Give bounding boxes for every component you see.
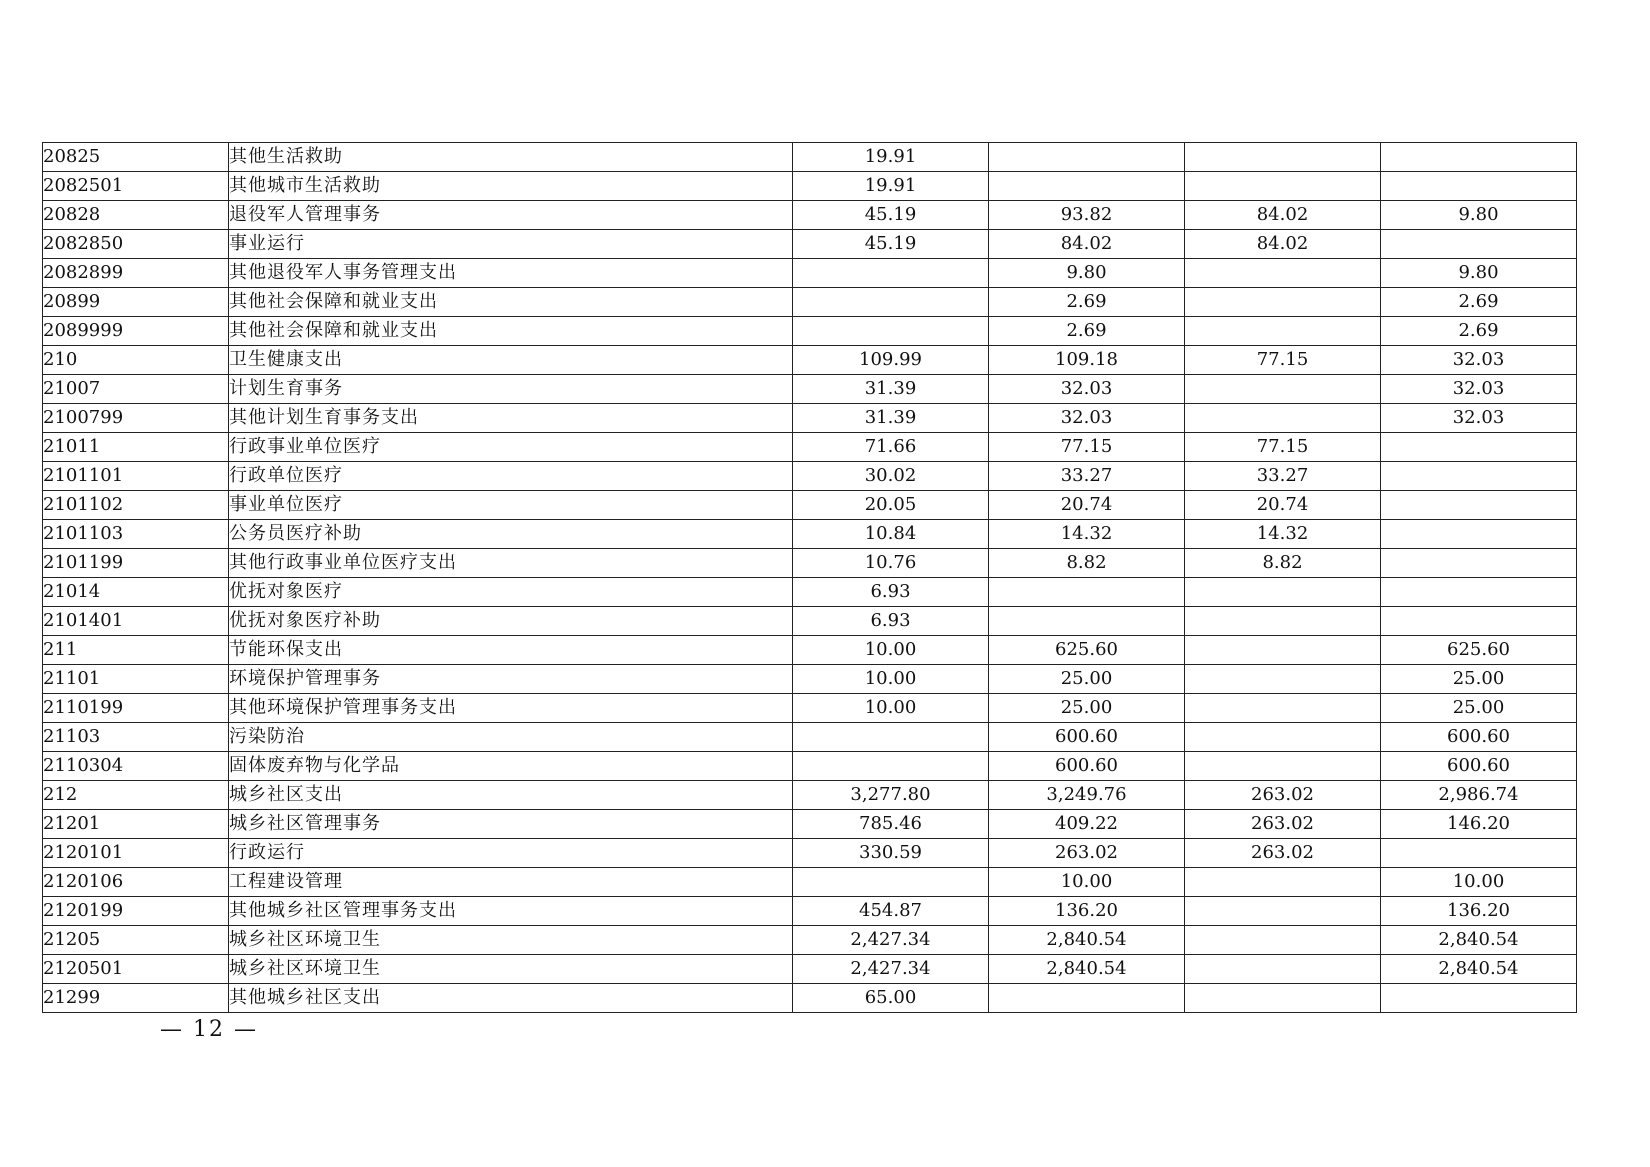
table-row	[43, 230, 1577, 259]
amount-cell	[1185, 984, 1381, 1013]
amount-cell: 77.15	[989, 433, 1185, 462]
account-name-cell: 其他城乡社区支出	[229, 984, 793, 1013]
account-name-cell: 城乡社区环境卫生	[229, 955, 793, 984]
amount-cell: 3,249.76	[989, 781, 1185, 810]
amount-cell: 25.00	[1381, 665, 1577, 694]
amount-cell	[1185, 665, 1381, 694]
amount-cell: 84.02	[989, 230, 1185, 259]
amount-cell	[1381, 549, 1577, 578]
account-name-cell: 其他环境保护管理事务支出	[229, 694, 793, 723]
amount-cell	[793, 288, 989, 317]
amount-cell: 6.93	[793, 607, 989, 636]
amount-cell	[793, 868, 989, 897]
amount-cell: 32.03	[989, 404, 1185, 433]
table-body	[43, 143, 1577, 1013]
account-code-cell: 21014	[43, 578, 229, 607]
amount-cell: 10.00	[793, 694, 989, 723]
account-name-cell: 城乡社区环境卫生	[229, 926, 793, 955]
account-name-cell: 其他城市生活救助	[229, 172, 793, 201]
amount-cell	[1185, 694, 1381, 723]
table-row	[43, 288, 1577, 317]
account-name-cell: 优抚对象医疗补助	[229, 607, 793, 636]
account-name-cell: 污染防治	[229, 723, 793, 752]
amount-cell: 10.84	[793, 520, 989, 549]
amount-cell	[1381, 462, 1577, 491]
page-number: — 12 —	[160, 1017, 258, 1042]
amount-cell: 8.82	[989, 549, 1185, 578]
account-code-cell: 2101103	[43, 520, 229, 549]
account-code-cell: 2101401	[43, 607, 229, 636]
account-code-cell: 21103	[43, 723, 229, 752]
amount-cell	[793, 723, 989, 752]
account-name-cell: 城乡社区管理事务	[229, 810, 793, 839]
amount-cell: 20.05	[793, 491, 989, 520]
account-code-cell: 2120101	[43, 839, 229, 868]
account-name-cell: 卫生健康支出	[229, 346, 793, 375]
amount-cell: 9.80	[989, 259, 1185, 288]
amount-cell	[1185, 897, 1381, 926]
amount-cell	[1381, 520, 1577, 549]
amount-cell	[1381, 230, 1577, 259]
account-name-cell: 计划生育事务	[229, 375, 793, 404]
account-code-cell: 2101199	[43, 549, 229, 578]
account-code-cell: 21007	[43, 375, 229, 404]
account-code-cell: 2082501	[43, 172, 229, 201]
account-code-cell: 212	[43, 781, 229, 810]
account-code-cell: 20899	[43, 288, 229, 317]
amount-cell: 2.69	[1381, 317, 1577, 346]
table-row	[43, 259, 1577, 288]
amount-cell: 3,277.80	[793, 781, 989, 810]
table-row	[43, 462, 1577, 491]
amount-cell: 32.03	[1381, 346, 1577, 375]
amount-cell: 10.00	[1381, 868, 1577, 897]
account-name-cell: 其他退役军人事务管理支出	[229, 259, 793, 288]
amount-cell: 71.66	[793, 433, 989, 462]
amount-cell: 77.15	[1185, 346, 1381, 375]
table-row	[43, 694, 1577, 723]
table-row	[43, 549, 1577, 578]
account-code-cell: 21011	[43, 433, 229, 462]
account-name-cell: 退役军人管理事务	[229, 201, 793, 230]
amount-cell: 30.02	[793, 462, 989, 491]
amount-cell	[989, 607, 1185, 636]
account-code-cell: 21205	[43, 926, 229, 955]
account-code-cell: 20825	[43, 143, 229, 172]
amount-cell: 2,427.34	[793, 926, 989, 955]
account-name-cell: 优抚对象医疗	[229, 578, 793, 607]
account-name-cell: 公务员医疗补助	[229, 520, 793, 549]
amount-cell: 19.91	[793, 172, 989, 201]
account-name-cell: 行政单位医疗	[229, 462, 793, 491]
amount-cell: 8.82	[1185, 549, 1381, 578]
amount-cell: 93.82	[989, 201, 1185, 230]
amount-cell: 20.74	[989, 491, 1185, 520]
account-code-cell: 2101101	[43, 462, 229, 491]
amount-cell: 33.27	[989, 462, 1185, 491]
amount-cell: 109.99	[793, 346, 989, 375]
table-row	[43, 810, 1577, 839]
account-name-cell: 其他生活救助	[229, 143, 793, 172]
amount-cell: 25.00	[989, 665, 1185, 694]
amount-cell	[1185, 143, 1381, 172]
amount-cell	[1381, 578, 1577, 607]
amount-cell: 45.19	[793, 230, 989, 259]
amount-cell	[1381, 984, 1577, 1013]
amount-cell: 14.32	[1185, 520, 1381, 549]
amount-cell: 84.02	[1185, 201, 1381, 230]
amount-cell	[989, 578, 1185, 607]
account-name-cell: 事业单位医疗	[229, 491, 793, 520]
amount-cell: 2.69	[989, 317, 1185, 346]
amount-cell	[1185, 578, 1381, 607]
account-name-cell: 环境保护管理事务	[229, 665, 793, 694]
table-row	[43, 607, 1577, 636]
table-row	[43, 172, 1577, 201]
amount-cell: 263.02	[1185, 839, 1381, 868]
amount-cell	[989, 984, 1185, 1013]
amount-cell	[1381, 607, 1577, 636]
amount-cell: 10.76	[793, 549, 989, 578]
amount-cell: 9.80	[1381, 201, 1577, 230]
amount-cell: 409.22	[989, 810, 1185, 839]
table-row	[43, 578, 1577, 607]
amount-cell	[1185, 868, 1381, 897]
amount-cell: 33.27	[1185, 462, 1381, 491]
account-name-cell: 工程建设管理	[229, 868, 793, 897]
amount-cell: 2,840.54	[1381, 955, 1577, 984]
table-row	[43, 346, 1577, 375]
account-name-cell: 城乡社区支出	[229, 781, 793, 810]
amount-cell	[1381, 143, 1577, 172]
amount-cell: 32.03	[1381, 404, 1577, 433]
amount-cell	[1381, 839, 1577, 868]
amount-cell	[1185, 375, 1381, 404]
amount-cell: 330.59	[793, 839, 989, 868]
amount-cell	[1185, 752, 1381, 781]
account-code-cell: 20828	[43, 201, 229, 230]
amount-cell	[1381, 433, 1577, 462]
account-name-cell: 行政事业单位医疗	[229, 433, 793, 462]
table-row	[43, 984, 1577, 1013]
amount-cell: 31.39	[793, 375, 989, 404]
table-row	[43, 491, 1577, 520]
account-code-cell: 2110304	[43, 752, 229, 781]
amount-cell: 25.00	[989, 694, 1185, 723]
amount-cell: 2,986.74	[1381, 781, 1577, 810]
table-row	[43, 723, 1577, 752]
amount-cell: 10.00	[793, 636, 989, 665]
amount-cell: 136.20	[989, 897, 1185, 926]
table-row	[43, 955, 1577, 984]
amount-cell	[1185, 955, 1381, 984]
amount-cell	[793, 317, 989, 346]
account-code-cell: 2120501	[43, 955, 229, 984]
amount-cell	[989, 172, 1185, 201]
amount-cell: 2,840.54	[989, 955, 1185, 984]
account-code-cell: 2082850	[43, 230, 229, 259]
amount-cell: 263.02	[1185, 810, 1381, 839]
table-row	[43, 839, 1577, 868]
amount-cell: 2,427.34	[793, 955, 989, 984]
account-name-cell: 固体废弃物与化学品	[229, 752, 793, 781]
amount-cell: 6.93	[793, 578, 989, 607]
amount-cell: 77.15	[1185, 433, 1381, 462]
amount-cell: 2,840.54	[989, 926, 1185, 955]
amount-cell: 600.60	[989, 723, 1185, 752]
amount-cell: 625.60	[1381, 636, 1577, 665]
table-row	[43, 665, 1577, 694]
amount-cell	[1185, 317, 1381, 346]
amount-cell: 146.20	[1381, 810, 1577, 839]
amount-cell: 32.03	[1381, 375, 1577, 404]
amount-cell	[1185, 172, 1381, 201]
amount-cell	[793, 752, 989, 781]
account-name-cell: 其他计划生育事务支出	[229, 404, 793, 433]
table-row	[43, 926, 1577, 955]
amount-cell: 136.20	[1381, 897, 1577, 926]
amount-cell	[1381, 172, 1577, 201]
account-name-cell: 事业运行	[229, 230, 793, 259]
table-row	[43, 520, 1577, 549]
table-row	[43, 781, 1577, 810]
amount-cell: 600.60	[1381, 752, 1577, 781]
amount-cell: 785.46	[793, 810, 989, 839]
amount-cell: 10.00	[793, 665, 989, 694]
amount-cell: 10.00	[989, 868, 1185, 897]
amount-cell	[1185, 926, 1381, 955]
account-name-cell: 其他行政事业单位医疗支出	[229, 549, 793, 578]
amount-cell: 2.69	[1381, 288, 1577, 317]
account-name-cell: 其他社会保障和就业支出	[229, 288, 793, 317]
table-row	[43, 201, 1577, 230]
amount-cell: 9.80	[1381, 259, 1577, 288]
amount-cell: 32.03	[989, 375, 1185, 404]
table-row	[43, 636, 1577, 665]
amount-cell: 263.02	[1185, 781, 1381, 810]
amount-cell	[793, 259, 989, 288]
amount-cell: 25.00	[1381, 694, 1577, 723]
amount-cell: 2,840.54	[1381, 926, 1577, 955]
account-code-cell: 2120106	[43, 868, 229, 897]
account-code-cell: 2100799	[43, 404, 229, 433]
account-name-cell: 行政运行	[229, 839, 793, 868]
amount-cell	[1185, 288, 1381, 317]
account-code-cell: 21201	[43, 810, 229, 839]
table-row	[43, 375, 1577, 404]
amount-cell	[1185, 636, 1381, 665]
amount-cell: 45.19	[793, 201, 989, 230]
table-row	[43, 143, 1577, 172]
amount-cell: 84.02	[1185, 230, 1381, 259]
table-row	[43, 868, 1577, 897]
amount-cell: 31.39	[793, 404, 989, 433]
amount-cell	[989, 143, 1185, 172]
amount-cell: 14.32	[989, 520, 1185, 549]
account-code-cell: 2110199	[43, 694, 229, 723]
amount-cell	[1381, 491, 1577, 520]
amount-cell: 2.69	[989, 288, 1185, 317]
table-row	[43, 897, 1577, 926]
account-code-cell: 2120199	[43, 897, 229, 926]
amount-cell	[1185, 259, 1381, 288]
amount-cell: 65.00	[793, 984, 989, 1013]
table-row	[43, 317, 1577, 346]
account-name-cell: 节能环保支出	[229, 636, 793, 665]
amount-cell: 625.60	[989, 636, 1185, 665]
table-row	[43, 752, 1577, 781]
table-row	[43, 433, 1577, 462]
amount-cell: 600.60	[989, 752, 1185, 781]
amount-cell: 263.02	[989, 839, 1185, 868]
amount-cell	[1185, 404, 1381, 433]
account-name-cell: 其他城乡社区管理事务支出	[229, 897, 793, 926]
account-code-cell: 2082899	[43, 259, 229, 288]
table-row	[43, 404, 1577, 433]
account-code-cell: 210	[43, 346, 229, 375]
amount-cell: 600.60	[1381, 723, 1577, 752]
account-code-cell: 21299	[43, 984, 229, 1013]
amount-cell: 19.91	[793, 143, 989, 172]
account-code-cell: 21101	[43, 665, 229, 694]
amount-cell: 454.87	[793, 897, 989, 926]
account-code-cell: 2101102	[43, 491, 229, 520]
account-name-cell: 其他社会保障和就业支出	[229, 317, 793, 346]
amount-cell: 20.74	[1185, 491, 1381, 520]
budget-expenditure-table	[42, 142, 1577, 1013]
account-code-cell: 211	[43, 636, 229, 665]
amount-cell	[1185, 723, 1381, 752]
amount-cell	[1185, 607, 1381, 636]
account-code-cell: 2089999	[43, 317, 229, 346]
amount-cell: 109.18	[989, 346, 1185, 375]
